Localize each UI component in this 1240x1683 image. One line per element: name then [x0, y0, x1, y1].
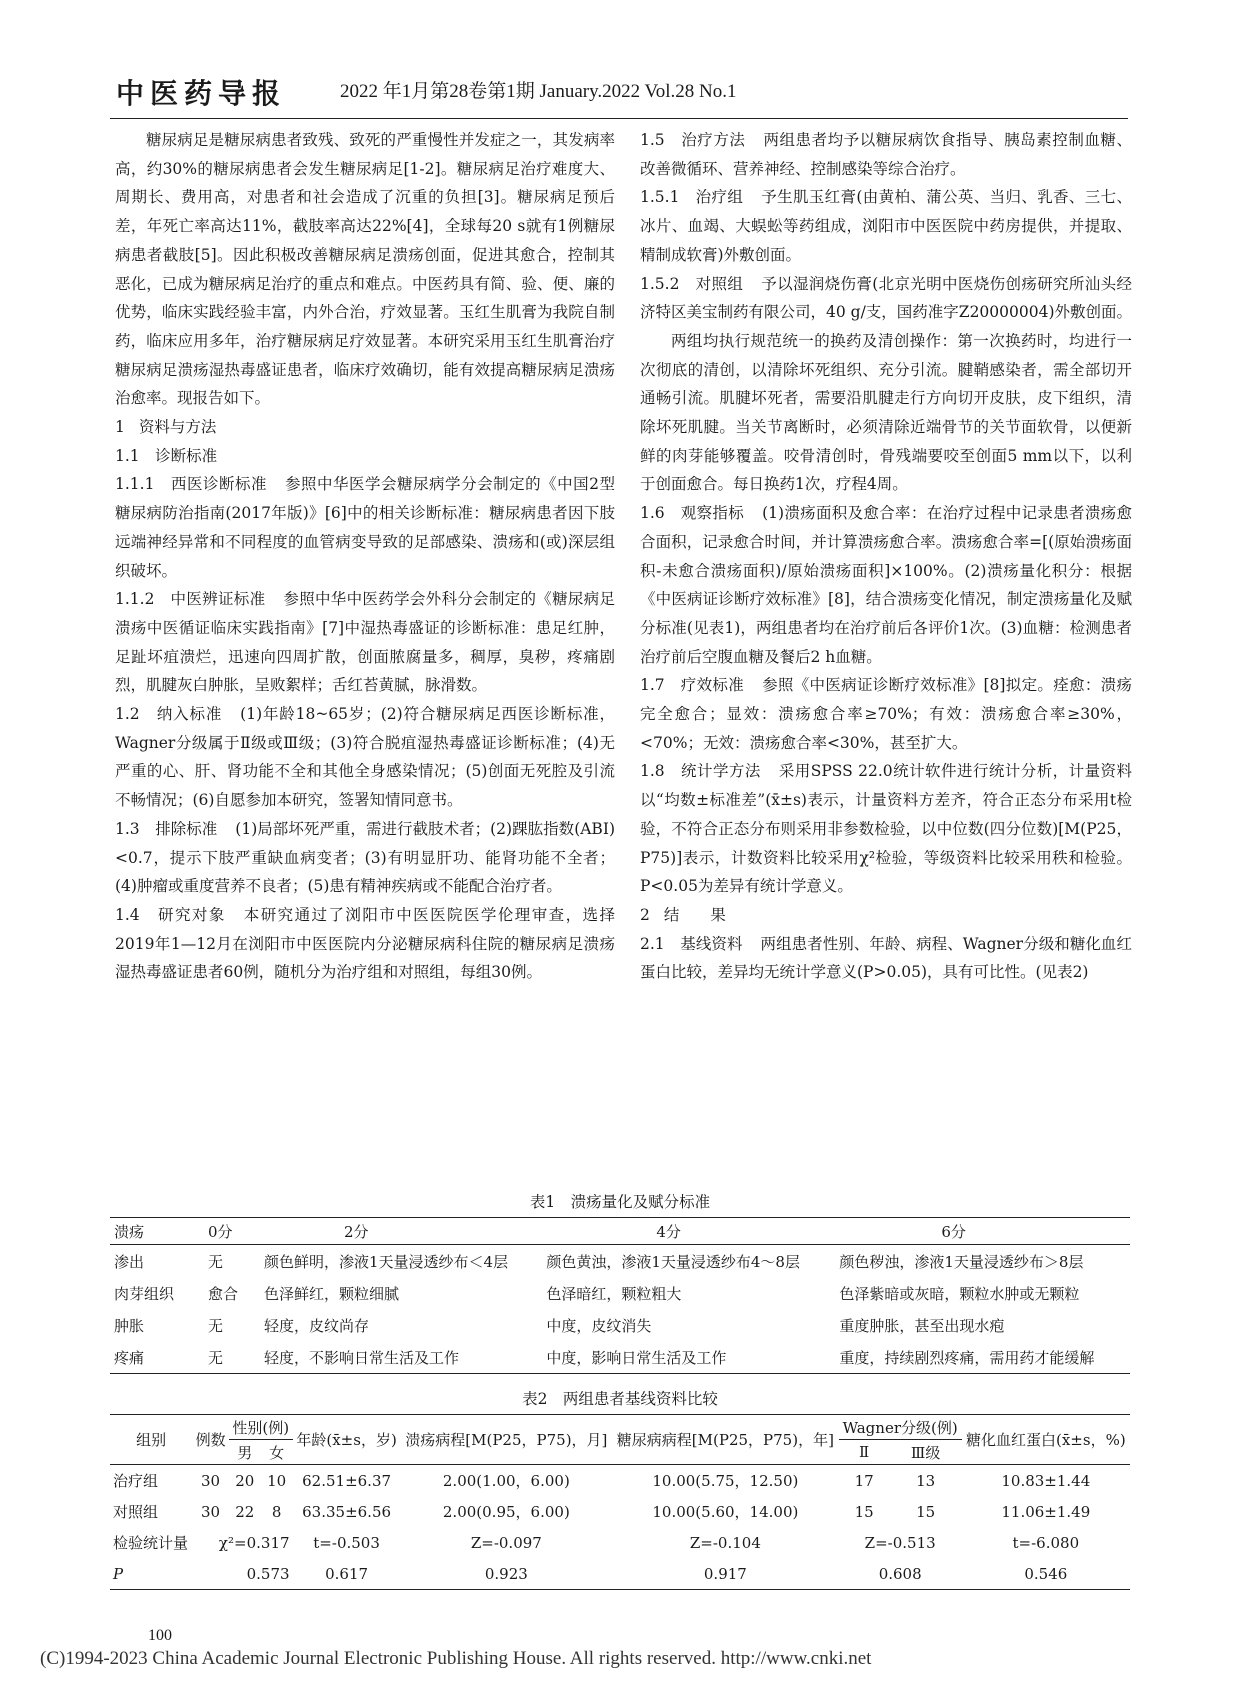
- table-cell: 2.00(0.95，6.00): [442, 1503, 570, 1521]
- paragraph-body: 采用SPSS 22.0统计软件进行统计分析，计量资料以“均数±标准差”(x̄±s)表示，计量资料方差齐，符合正态分布采用t检验，不符合正态分布则采用非参数检验，以中位数(四分位数)[M(P25，P75)]表示，计数资料比较采用χ²检验，等级资料比较采用秩和检验。P<0.05为差异有统计学意义。: [640, 762, 1132, 896]
- paragraph: [640, 270, 1132, 327]
- table-cell: 0.917: [703, 1564, 747, 1583]
- column-header: 女: [261, 1440, 293, 1465]
- table-cell: 肉芽组织: [114, 1284, 175, 1303]
- paragraph: [115, 470, 615, 585]
- table-cell: 30: [201, 1502, 221, 1521]
- paragraph: [640, 757, 1132, 901]
- table-1: [110, 1190, 1130, 1374]
- section-title: 结 果: [663, 905, 726, 924]
- paragraph: 两组均执行规范统一的换药及清创操作：第一次换药时，均进行一次彻底的清创，以清除坏死组织、充分引流。腱鞘感染者，需全部切开通畅引流。肌腱坏死者，需要沿肌腱走行方向切开皮肤，皮下组织，清除坏死肌腱。当关节离断时，必须清除近端骨节的关节面软骨，以便新鲜的肉芽能够覆盖。咬骨清创时，骨残端要咬至创面5 mm以下，以利于创面愈合。每日换药1次，疗程4周。: [640, 331, 1132, 494]
- paragraph: [640, 126, 1132, 183]
- table-cell: 色泽暗红，颗粒粗大: [546, 1284, 682, 1303]
- paragraph-body: 参照中华医学会糖尿病学分会制定的《中国2型糖尿病防治指南(2017年版)》[6]中的相关诊断标准：糖尿病患者因下肢远端神经异常和不同程度的血管病变导致的足部感染、溃疡和(或)深层组织破坏。: [115, 475, 615, 580]
- table-cell: 15: [854, 1502, 874, 1521]
- table-cell: 颜色秽浊，渗液1天量浸透纱布＞8层: [839, 1252, 1084, 1271]
- journal-logo: 中医药导报: [116, 77, 287, 110]
- table-row: [110, 1277, 1130, 1309]
- paragraph: [640, 183, 1132, 269]
- paragraph: [115, 585, 615, 700]
- table-cell: 治疗组: [113, 1472, 159, 1490]
- column-header: 2分: [260, 1218, 542, 1245]
- page-header: [110, 72, 1130, 112]
- table-row: [110, 1245, 1130, 1278]
- ulcer-scoring-table: [110, 1217, 1130, 1374]
- table-cell: 颜色黄浊，渗液1天量浸透纱布4～8层: [546, 1252, 800, 1271]
- table-cell: Z=-0.513: [864, 1533, 936, 1552]
- paragraph-body: (1)局部坏死严重，需进行截肢术者；(2)踝肱指数(ABI)<0.7，提示下肢严重缺血病变者；(3)有明显肝功、能肾功能不全者；(4)肿瘤或重度营养不良者；(5)患有精神疾病或不能配合治疗者。: [115, 819, 615, 896]
- table-cell: 对照组: [113, 1503, 159, 1521]
- column-header: 例数: [192, 1415, 229, 1465]
- table-row: [110, 1558, 1130, 1590]
- table-cell: t=-0.503: [313, 1533, 380, 1552]
- issue-info: 2022 年1月第28卷第1期 January.2022 Vol.28 No.1: [340, 81, 737, 102]
- table-cell: 渗出: [114, 1252, 145, 1271]
- column-header: 性别(例): [229, 1415, 293, 1440]
- section-number: 2: [640, 905, 650, 924]
- table-row: [110, 1527, 1130, 1558]
- subsection-heading: 1.3 排除标准: [115, 819, 218, 838]
- table-cell: 轻度，不影响日常生活及工作: [264, 1348, 460, 1367]
- table-cell: 17: [854, 1471, 874, 1490]
- paragraph-body: 参照中华中医药学会外科分会制定的《糖尿病足溃疡中医循证临床实践指南》[7]中湿热毒盛证的诊断标准：患足红肿，足趾坏疽溃烂，迅速向四周扩散，创面脓腐量多，稠厚，臭秽，疼痛剧烈，肌腱灰白肿胀，呈败絮样；舌红苔黄腻，脉滑数。: [115, 590, 615, 695]
- right-column: [640, 126, 1132, 987]
- paragraph: [640, 671, 1132, 757]
- paragraph-body: 予生肌玉红膏(由黄柏、蒲公英、当归、乳香、三七、冰片、血竭、大蜈蚣等药组成，浏阳市中医医院中药房提供，并提取、精制成软膏)外敷创面。: [640, 188, 1132, 264]
- table-cell: 10.00(5.75，12.50): [652, 1472, 799, 1490]
- intro-paragraph: 糖尿病足是糖尿病患者致残、致死的严重慢性并发症之一，其发病率高，约30%的糖尿病患者会发生糖尿病足[1-2]。糖尿病足治疗难度大、周期长、费用高，对患者和社会造成了沉重的负担[3]。糖尿病足预后差，年死亡率高达11%，截肢率高达22%[4]，全球每20 s就有1例糖尿病患者截肢[5]。因此积极改善糖尿病足溃疡创面，促进其愈合，控制其恶化，已成为糖尿病足治疗的重点和难点。中医药具有简、验、便、廉的优势，临床实践经验丰富，内外合治，疗效显著。玉红生肌膏为我院自制药，临床应用多年，治疗糖尿病足疗效显著。本研究采用玉红生肌膏治疗糖尿病足溃疡湿热毒盛证患者，临床疗效确切，能有效提高糖尿病足溃疡治愈率。现报告如下。: [115, 131, 615, 408]
- table-cell: 10: [267, 1471, 287, 1490]
- table-caption: 表1 溃疡量化及赋分标准: [529, 1193, 711, 1211]
- column-header: 组别: [110, 1415, 192, 1465]
- table-cell: 轻度，皮纹尚存: [264, 1316, 370, 1335]
- table-2: [110, 1387, 1130, 1590]
- column-header: Wagner分级(例): [839, 1415, 962, 1440]
- subsection-heading: 1.4 研究对象: [115, 905, 226, 924]
- column-header: Ⅲ级: [890, 1440, 962, 1465]
- table-cell: 疼痛: [114, 1348, 145, 1367]
- table-cell: 2.00(1.00，6.00): [442, 1472, 570, 1490]
- table-header-row: [110, 1415, 1130, 1440]
- column-header: 6分: [835, 1218, 1130, 1245]
- section-heading: [115, 413, 615, 442]
- table-cell: 20: [235, 1471, 255, 1490]
- table-cell: χ²=0.317: [218, 1533, 290, 1552]
- column-header: 糖尿病病程[M(P25，P75)，年]: [612, 1415, 839, 1465]
- column-header: 年龄(x̄±s，岁): [293, 1415, 401, 1465]
- subsection-heading: 2.1 基线资料: [640, 934, 743, 953]
- table-row: [110, 1496, 1130, 1527]
- subsection-heading: 1.1.2 中医辨证标准: [115, 590, 266, 609]
- subsection-heading: 1.1 诊断标准: [115, 446, 218, 465]
- subsection-heading: 1.1.1 西医诊断标准: [115, 475, 267, 494]
- table-row: [110, 1309, 1130, 1341]
- table-cell: 22: [235, 1502, 255, 1521]
- subsection-heading: 1.5.2 对照组: [640, 274, 744, 293]
- table-cell: 中度，影响日常生活及工作: [546, 1348, 727, 1367]
- table-cell: Z=-0.097: [470, 1533, 542, 1552]
- paragraph-body: (1)溃疡面积及愈合率：在治疗过程中记录患者溃疡愈合面积，记录愈合时间，并计算溃疡愈合率。溃疡愈合率=[(原始溃疡面积-未愈合溃疡面积)/原始溃疡面积]×100%。(2)溃疡量化积分：根据《中医病证诊断疗效标准》[8]，结合溃疡变化情况，制定溃疡量化及赋分标准(见表1)，两组患者均在治疗前后各评价1次。(3)血糖：检测患者治疗前后空腹血糖及餐后2 h血糖。: [640, 504, 1132, 666]
- paragraph-body: 本研究通过了浏阳市中医医院医学伦理审查，选择2019年1—12月在浏阳市中医医院内分泌糖尿病科住院的糖尿病足溃疡湿热毒盛证患者60例，随机分为治疗组和对照组，每组30例。: [115, 905, 615, 982]
- column-header: 糖化血红蛋白(x̄±s，%): [962, 1415, 1130, 1465]
- left-column: [115, 126, 615, 987]
- table-cell: 8: [271, 1502, 282, 1521]
- table-cell: 0.546: [1024, 1564, 1068, 1583]
- table-cell: 15: [916, 1502, 936, 1521]
- table-cell: 色泽紫暗或灰暗，颗粒水肿或无颗粒: [839, 1284, 1080, 1303]
- subsection-heading: 1.7 疗效标准: [640, 676, 745, 695]
- page-number: 100: [148, 1627, 172, 1644]
- table-caption: 表2 两组患者基线资料比较: [522, 1390, 718, 1408]
- table-cell: 0.608: [878, 1564, 922, 1583]
- table-cell: 无: [208, 1252, 224, 1271]
- table-cell: 63.35±6.56: [302, 1502, 392, 1521]
- copyright-footer: (C)1994-2023 China Academic Journal Electronic Publishing House. All rights reserved. http://www.cnki.net: [40, 1648, 872, 1669]
- paragraph: [115, 901, 615, 987]
- table-cell: 颜色鲜明，渗液1天量浸透纱布＜4层: [264, 1252, 509, 1271]
- column-header: 4分: [542, 1218, 835, 1245]
- paragraph-body: 两组患者性别、年龄、病程、Wagner分级和糖化血红蛋白比较，差异均无统计学意义(P>0.05)，具有可比性。(见表2): [640, 934, 1132, 982]
- table-cell: 30: [201, 1471, 221, 1490]
- table-cell: 重度肿胀，甚至出现水疱: [839, 1316, 1005, 1335]
- subsection-heading: 1.6 观察指标: [640, 504, 745, 523]
- table-row: [110, 1465, 1130, 1497]
- table-cell: 肿胀: [114, 1316, 145, 1335]
- column-header: 男: [229, 1440, 261, 1465]
- table-cell: 62.51±6.37: [302, 1471, 392, 1490]
- paragraph: [640, 499, 1132, 671]
- table-cell: 10.83±1.44: [1001, 1471, 1091, 1490]
- table-cell: 愈合: [208, 1284, 239, 1303]
- table-header-row: [110, 1218, 1130, 1245]
- paragraph-body: 予以湿润烧伤膏(北京光明中医烧伤创疡研究所汕头经济特区美宝制药有限公司，40 g/支，国药准字Z20000004)外敷创面。: [640, 274, 1133, 322]
- subsection-heading: 1.5.1 治疗组: [640, 188, 744, 207]
- subsection-heading: 1.2 纳入标准: [115, 705, 223, 724]
- paragraph-body: (1)年龄18~65岁；(2)符合糖尿病足西医诊断标准，Wagner分级属于Ⅱ级或Ⅲ级；(3)符合脱疽湿热毒盛证诊断标准；(4)无严重的心、肝、肾功能不全和其他全身感染情况；(5)创面无死腔及引流不畅情况；(6)自愿参加本研究，签署知情同意书。: [115, 705, 615, 810]
- section-title: 资料与方法: [138, 418, 217, 437]
- section-heading: [640, 901, 1132, 930]
- table-row: [110, 1341, 1130, 1374]
- subsection-heading: 1.8 统计学方法: [640, 762, 761, 781]
- table-cell: 11.06±1.49: [1001, 1502, 1091, 1521]
- column-header: Ⅱ: [839, 1440, 890, 1465]
- column-header: 溃疡: [110, 1218, 204, 1245]
- column-header: 溃疡病程[M(P25，P75)，月]: [401, 1415, 612, 1465]
- table-cell: Z=-0.104: [689, 1533, 761, 1552]
- baseline-comparison-table: [110, 1414, 1130, 1590]
- table-cell: 无: [208, 1316, 224, 1335]
- table-cell: 检验统计量: [113, 1534, 189, 1552]
- table-cell: t=-6.080: [1012, 1533, 1080, 1552]
- table-cell: 无: [208, 1348, 224, 1367]
- table-cell: P: [113, 1564, 124, 1583]
- table-cell: 0.573: [246, 1564, 290, 1583]
- paragraph: [115, 700, 615, 815]
- table-cell: 0.923: [484, 1564, 528, 1583]
- paragraph: [115, 815, 615, 901]
- table-cell: 重度，持续剧烈疼痛，需用药才能缓解: [839, 1348, 1095, 1367]
- table-cell: 13: [916, 1471, 936, 1490]
- paragraph-body: 参照《中医病证诊断疗效标准》[8]拟定。痊愈：溃疡完全愈合；显效：溃疡愈合率≥70%；有效：溃疡愈合率≥30%，<70%；无效：溃疡愈合率<30%，甚至扩大。: [640, 676, 1132, 752]
- header-rule: [110, 118, 1128, 119]
- table-cell: 0.617: [325, 1564, 369, 1583]
- table-cell: 中度，皮纹消失: [546, 1316, 652, 1335]
- subsection-heading: 1.5 治疗方法: [640, 131, 746, 149]
- table-cell: 10.00(5.60，14.00): [652, 1503, 799, 1521]
- section-number: 1: [115, 418, 125, 437]
- column-header: 0分: [204, 1218, 260, 1245]
- paragraph-body: 两组患者均予以糖尿病饮食指导、胰岛素控制血糖、改善微循环、营养神经、控制感染等综合治疗。: [640, 131, 1132, 178]
- table-cell: 色泽鲜红，颗粒细腻: [264, 1284, 400, 1303]
- paragraph: [640, 930, 1132, 987]
